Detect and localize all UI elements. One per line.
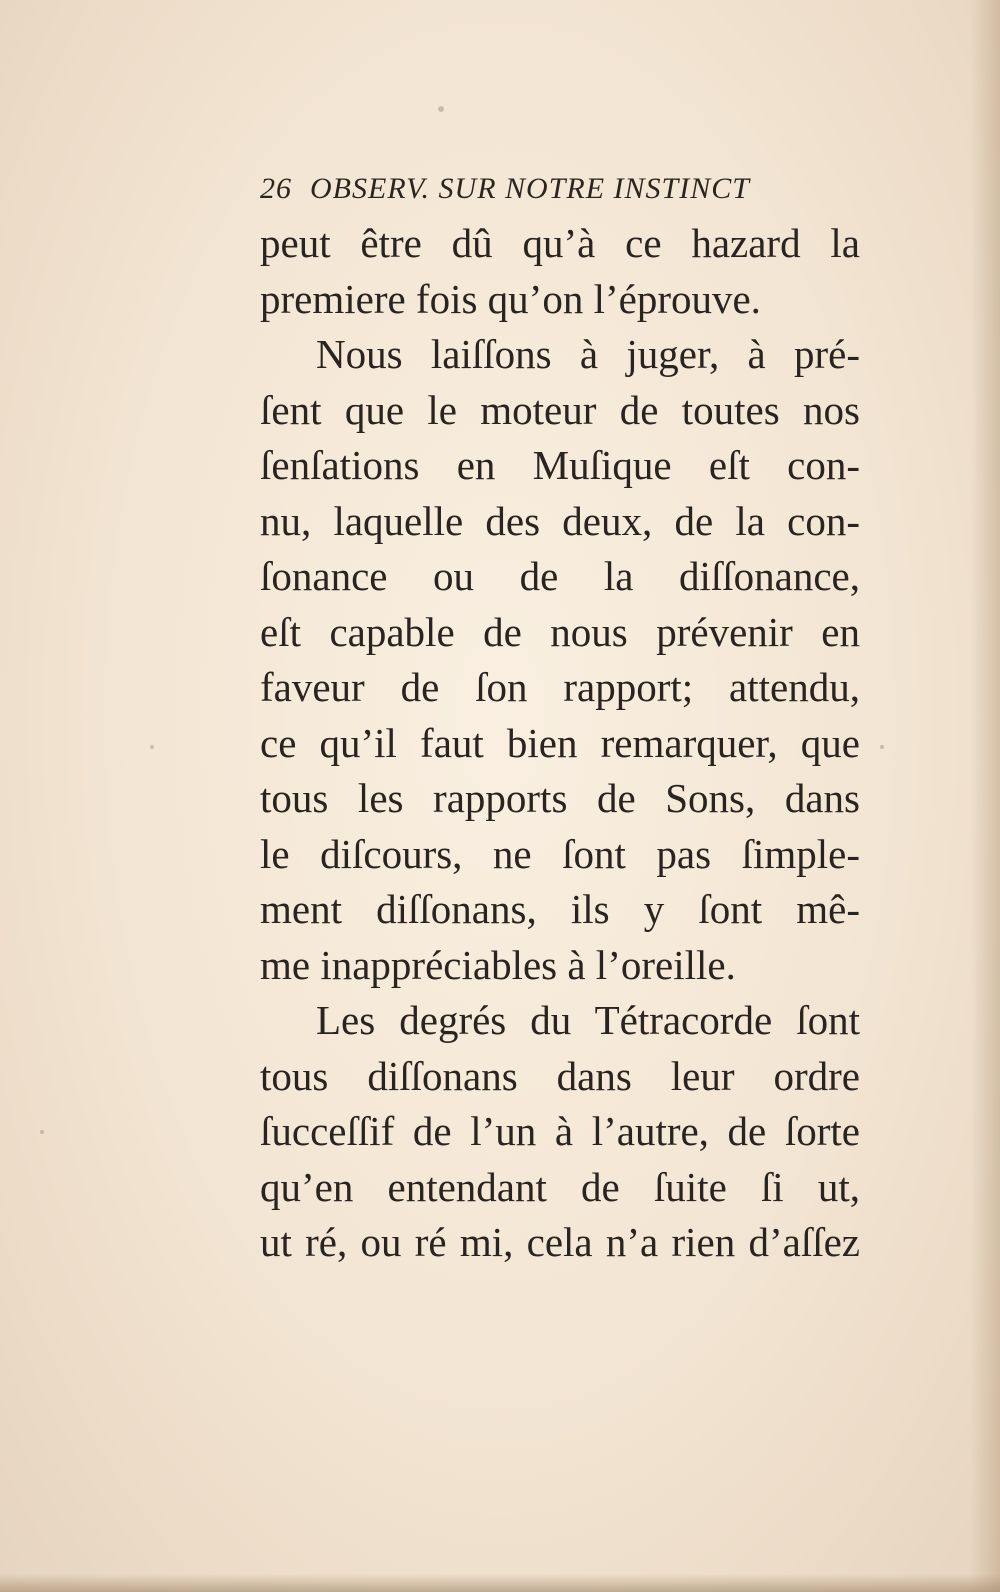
body-text bbox=[260, 216, 860, 1271]
text-line: ſucceſſif de l’un à l’autre, de ſorte bbox=[260, 1108, 860, 1154]
paper-speck bbox=[438, 106, 444, 112]
text-line: eſt capable de nous prévenir en bbox=[260, 608, 860, 655]
running-head bbox=[260, 172, 860, 216]
text-line: Nous laiſſons à juger, à pré- bbox=[316, 331, 860, 377]
text-line: me inappréciables à l’oreille. bbox=[260, 941, 736, 988]
text-line: ut ré, ou ré mi, cela n’a rien d’aſſez bbox=[260, 1219, 860, 1265]
page-edge-shadow bbox=[970, 0, 1000, 1592]
text-line: le diſcours, ne ſont pas ſimple- bbox=[260, 830, 860, 877]
text-line: ſent que le moteur de toutes nos bbox=[260, 386, 860, 433]
paper-speck bbox=[40, 1130, 44, 1134]
text-line: ſonance ou de la diſſonance, bbox=[260, 553, 860, 599]
text-line: nu, laquelle des deux, de la con- bbox=[260, 497, 860, 544]
page-bottom-edge bbox=[0, 1574, 1000, 1592]
text-line: tous diſſonans dans leur ordre bbox=[260, 1052, 860, 1099]
page-number: 26 bbox=[260, 172, 292, 205]
text-line: ſenſations en Muſique eſt con- bbox=[260, 442, 860, 488]
text-line: faveur de ſon rapport; attendu, bbox=[260, 664, 860, 710]
text-line: qu’en entendant de ſuite ſi ut, bbox=[260, 1163, 860, 1210]
text-line: Les degrés du Tétracorde ſont bbox=[316, 997, 860, 1043]
text-line: tous les rapports de Sons, dans bbox=[260, 775, 860, 821]
text-line: premiere fois qu’on l’éprouve. bbox=[260, 275, 761, 322]
text-line: ment diſſonans, ils y ſont mê- bbox=[260, 886, 860, 932]
paper-speck bbox=[880, 745, 884, 749]
paper-speck bbox=[150, 745, 154, 749]
text-line: peut être dû qu’à ce hazard la bbox=[260, 220, 860, 266]
running-head-title: OBSERV. SUR NOTRE INSTINCT bbox=[310, 172, 750, 205]
text-line: ce qu’il faut bien remarquer, que bbox=[260, 719, 860, 766]
